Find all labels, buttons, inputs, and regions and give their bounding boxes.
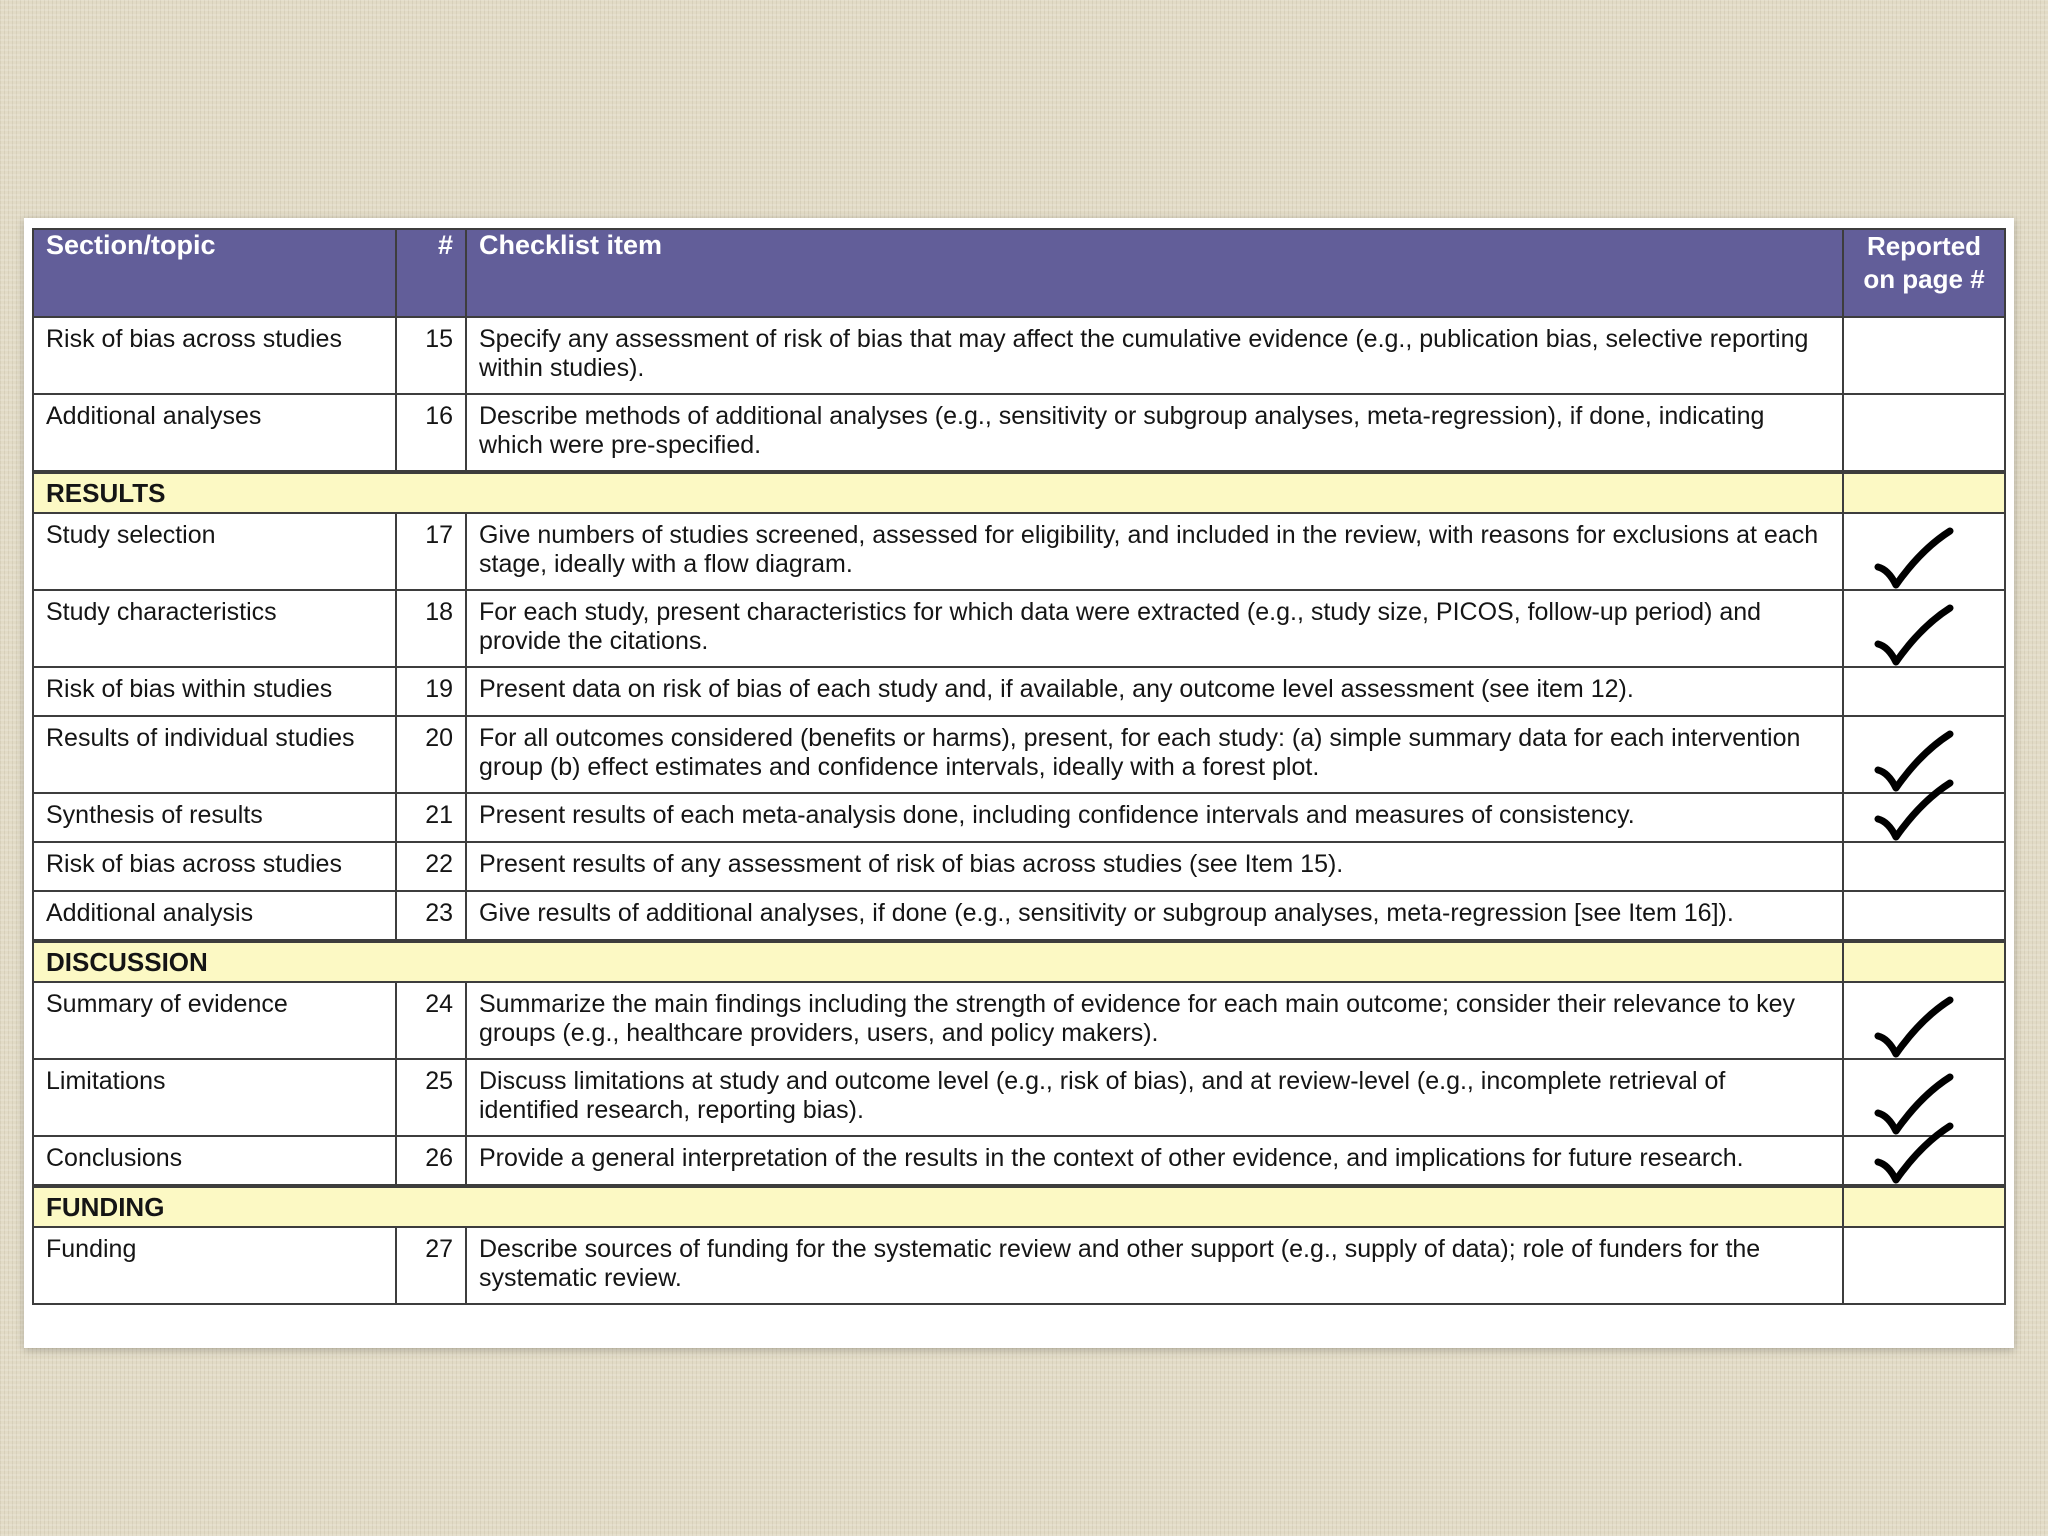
- row-reported-cell: [1843, 891, 2005, 941]
- row-reported-cell: [1843, 716, 2005, 793]
- checkmark-icon: [1872, 996, 1956, 1060]
- table-row: [33, 982, 2005, 1059]
- row-item-number: 15: [396, 317, 466, 394]
- row-reported-cell: [1843, 317, 2005, 394]
- row-item-number: 20: [396, 716, 466, 793]
- row-item-number: 17: [396, 513, 466, 590]
- row-reported-cell: [1843, 1227, 2005, 1304]
- row-item-number: 24: [396, 982, 466, 1059]
- checkmark-icon: [1872, 730, 1956, 794]
- row-reported-cell: [1843, 1059, 2005, 1136]
- section-row-discussion: [33, 941, 2005, 982]
- row-section-topic: Additional analyses: [33, 394, 396, 472]
- row-checklist-text: Provide a general interpretation of the results in the context of other evidence, and implications for future research.: [466, 1136, 1843, 1186]
- row-reported-cell: [1843, 590, 2005, 667]
- table-row: [33, 667, 2005, 716]
- row-item-number: 25: [396, 1059, 466, 1136]
- row-section-topic: Additional analysis: [33, 891, 396, 941]
- row-checklist-text: Specify any assessment of risk of bias that may affect the cumulative evidence (e.g., publication bias, selective reporting within studies).: [466, 317, 1843, 394]
- table-row: [33, 590, 2005, 667]
- row-checklist-text: Describe sources of funding for the systematic review and other support (e.g., supply of data); role of funders for the systematic review.: [466, 1227, 1843, 1304]
- checkmark-icon: [1872, 604, 1956, 668]
- row-checklist-text: Discuss limitations at study and outcome level (e.g., risk of bias), and at review-level (e.g., incomplete retrieval of identified research, reporting bias).: [466, 1059, 1843, 1136]
- row-item-number: 22: [396, 842, 466, 891]
- row-item-number: 23: [396, 891, 466, 941]
- table-row: [33, 1136, 2005, 1186]
- row-item-number: 16: [396, 394, 466, 472]
- table-row: [33, 1227, 2005, 1304]
- row-checklist-text: Present results of any assessment of risk of bias across studies (see Item 15).: [466, 842, 1843, 891]
- row-reported-cell: [1843, 1136, 2005, 1186]
- header-checklist-item: Checklist item: [466, 229, 1843, 317]
- row-reported-cell: [1843, 513, 2005, 590]
- row-reported-cell: [1843, 394, 2005, 472]
- section-heading: DISCUSSION: [33, 941, 1843, 982]
- section-heading: RESULTS: [33, 472, 1843, 513]
- row-section-topic: Risk of bias within studies: [33, 667, 396, 716]
- section-row-results: [33, 472, 2005, 513]
- row-item-number: 18: [396, 590, 466, 667]
- checkmark-icon: [1872, 527, 1956, 591]
- section-row-funding: [33, 1186, 2005, 1227]
- prisma-checklist-table: [32, 228, 2006, 1305]
- row-item-number: 26: [396, 1136, 466, 1186]
- row-checklist-text: Give results of additional analyses, if done (e.g., sensitivity or subgroup analyses, meta-regression [see Item 16]).: [466, 891, 1843, 941]
- table-row: [33, 716, 2005, 793]
- row-checklist-text: For all outcomes considered (benefits or harms), present, for each study: (a) simple summary data for each intervention group (b) effect estimates and confidence intervals, ideally with a forest plot.: [466, 716, 1843, 793]
- table-row: [33, 317, 2005, 394]
- row-section-topic: Study characteristics: [33, 590, 396, 667]
- row-section-topic: Results of individual studies: [33, 716, 396, 793]
- row-reported-cell: [1843, 842, 2005, 891]
- row-section-topic: Funding: [33, 1227, 396, 1304]
- table-row: [33, 793, 2005, 842]
- table-row: [33, 891, 2005, 941]
- checkmark-icon: [1872, 1073, 1956, 1137]
- row-section-topic: Study selection: [33, 513, 396, 590]
- header-section-topic: Section/topic: [33, 229, 396, 317]
- row-section-topic: Conclusions: [33, 1136, 396, 1186]
- table-row: [33, 1059, 2005, 1136]
- row-section-topic: Synthesis of results: [33, 793, 396, 842]
- row-checklist-text: Describe methods of additional analyses (e.g., sensitivity or subgroup analyses, meta-regression), if done, indicating which were pre-specified.: [466, 394, 1843, 472]
- row-section-topic: Limitations: [33, 1059, 396, 1136]
- row-checklist-text: Give numbers of studies screened, assessed for eligibility, and included in the review, with reasons for exclusions at each stage, ideally with a flow diagram.: [466, 513, 1843, 590]
- row-reported-cell: [1843, 793, 2005, 842]
- row-item-number: 21: [396, 793, 466, 842]
- row-checklist-text: Summarize the main findings including the strength of evidence for each main outcome; consider their relevance to key groups (e.g., healthcare providers, users, and policy makers).: [466, 982, 1843, 1059]
- row-reported-cell: [1843, 982, 2005, 1059]
- row-checklist-text: For each study, present characteristics for which data were extracted (e.g., study size, PICOS, follow-up period) and provide the citations.: [466, 590, 1843, 667]
- table-row: [33, 394, 2005, 472]
- table-row: [33, 513, 2005, 590]
- row-item-number: 19: [396, 667, 466, 716]
- row-section-topic: Risk of bias across studies: [33, 842, 396, 891]
- table-header-row: [33, 229, 2005, 317]
- row-checklist-text: Present data on risk of bias of each study and, if available, any outcome level assessment (see item 12).: [466, 667, 1843, 716]
- header-reported-on-page: Reported on page #: [1843, 229, 2005, 317]
- row-item-number: 27: [396, 1227, 466, 1304]
- section-reported-cell: [1843, 1186, 2005, 1227]
- table-row: [33, 842, 2005, 891]
- row-checklist-text: Present results of each meta-analysis done, including confidence intervals and measures of consistency.: [466, 793, 1843, 842]
- row-section-topic: Summary of evidence: [33, 982, 396, 1059]
- row-section-topic: Risk of bias across studies: [33, 317, 396, 394]
- section-heading: FUNDING: [33, 1186, 1843, 1227]
- row-reported-cell: [1843, 667, 2005, 716]
- section-reported-cell: [1843, 472, 2005, 513]
- header-number: #: [396, 229, 466, 317]
- section-reported-cell: [1843, 941, 2005, 982]
